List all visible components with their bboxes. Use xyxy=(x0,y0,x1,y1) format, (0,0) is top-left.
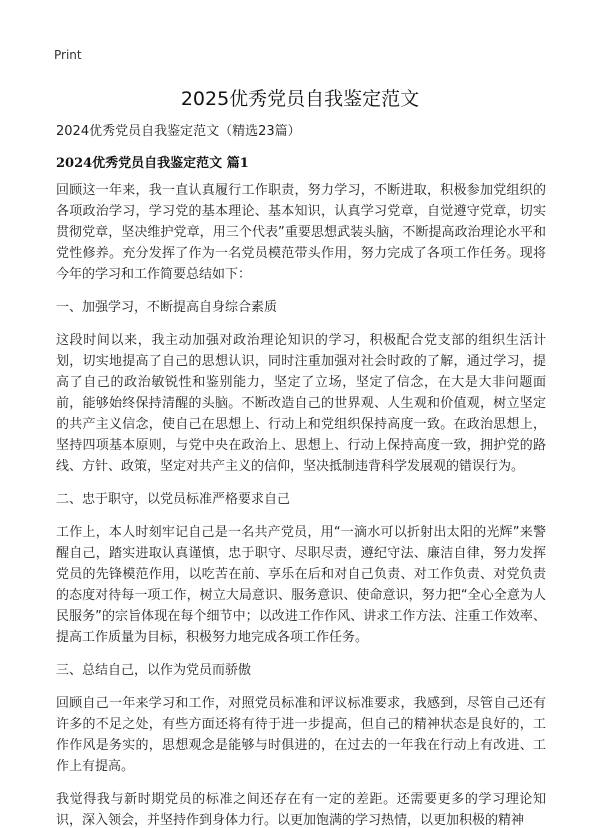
document-title: 2025优秀党员自我鉴定范文 xyxy=(180,88,420,110)
document-subtitle: 2024优秀党员自我鉴定范文（精选23篇） xyxy=(56,124,301,139)
heading-study: 一、加强学习，不断提高自身综合素质 xyxy=(56,300,278,315)
paragraph-summary: 回顾自己一年来学习和工作，对照党员标准和评议标准要求，我感到，尽管自己还有许多的不足之处，有些方面还将有待于进一步提高，但自己的精神状态是良好的，工作作风是务实的，思想观念是能够与时俱进的，在过去的一年我在行动上有改进、工作上有提高。 xyxy=(56,696,546,774)
paragraph-intro: 回顾这一年来，我一直认真履行工作职责，努力学习，不断进取，积极参加党组织的各项政治学习，学习党的基本理论、基本知识，认真学习党章，自觉遵守党章，切实贯彻党章，坚决维护党章，用三个代表”重要思想武装头脑，不断提高政治理论水平和党性修养。充分发挥了作为一名党员模范带头作用，努力完成了各项工作任务。现将今年的学习和工作简要总结如下： xyxy=(56,183,546,282)
paragraph-duty: 工作上，本人时刻牢记自己是一名共产党员，用“一滴水可以折射出太阳的光辉”来警醒自己，踏实进取认真谨慎，忠于职守、尽职尽责，遵纪守法、廉洁自律，努力发挥党员的先锋模范作用，以吃苦在前、享乐在后和对自己负责、对工作负责、对党负责的态度对待每一项工作，树立大局意识、服务意识、使命意识，努力把“全心全意为人民服务”的宗旨体现在每个细节中；以改进工作作风、讲求工作方法、注重工作效率、提高工作质量为目标，积极努力地完成各项工作任务。 xyxy=(56,525,546,645)
print-link[interactable]: Print xyxy=(54,48,82,62)
paragraph-study: 这段时间以来，我主动加强对政治理论知识的学习，积极配合党支部的组织生活计划，切实地提高了自己的思想认识，同时注重加强对社会时政的了解，通过学习，提高了自己的政治敏锐性和鉴别能力，坚定了立场，坚定了信念，在大是大非问题面前，能够始终保持清醒的头脑。不断改造自己的世界观、人生观和价值观，树立坚定的共产主义信念，使自己在思想上、行动上和党组织保持高度一致。在政治思想上，坚持四项基本原则，与党中央在政治上、思想上、行动上保持高度一致，拥护党的路线、方针、政策，坚定对共产主义的信仰，坚决抵制违背科学发展观的错误行为。 xyxy=(56,333,546,474)
article-body xyxy=(56,180,546,828)
heading-summary: 三、总结自己，以作为党员而骄傲 xyxy=(56,663,252,678)
section-title: 2024优秀党员自我鉴定范文 篇1 xyxy=(56,156,249,171)
paragraph-gap: 我觉得我与新时期党员的标准之间还存在有一定的差距。还需要更多的学习理论知识，深入领会，并坚持作到身体力行。以更加饱满的学习热情，以更加积极的精神 xyxy=(56,792,546,828)
heading-duty: 二、忠于职守，以党员标准严格要求自己 xyxy=(56,492,291,507)
